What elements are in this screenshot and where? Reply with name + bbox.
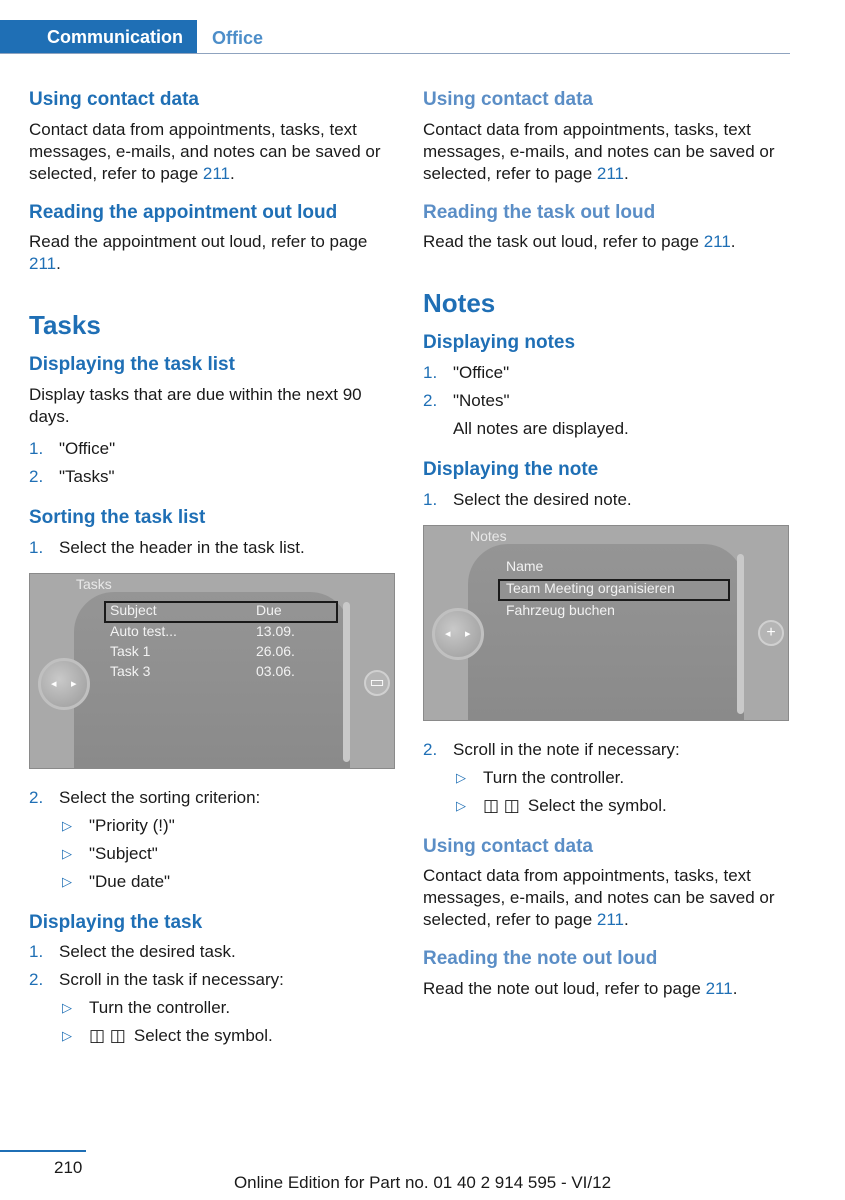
page-ref-link[interactable]: 211 bbox=[202, 163, 230, 183]
heading-sorting-task-list: Sorting the task list bbox=[29, 506, 206, 528]
section-title-tasks: Tasks bbox=[29, 310, 101, 341]
page-ref-link[interactable]: 211 bbox=[705, 978, 733, 998]
heading-displaying-notes: Displaying notes bbox=[423, 332, 576, 354]
scroll-bar bbox=[737, 554, 744, 714]
sorting-steps-2 bbox=[29, 787, 399, 893]
tasks-screen-image bbox=[29, 573, 395, 769]
screen-title-notes: Notes bbox=[470, 527, 507, 544]
paragraph-using-contact-data: Contact data from appointments, tasks, text messages, e-mails, and notes can be saved or selected, refer to page 211. bbox=[423, 119, 775, 183]
screen-title-tasks: Tasks bbox=[76, 575, 112, 592]
arrow-left-icon: ◂ bbox=[51, 677, 57, 690]
page-ref-link[interactable]: 211 bbox=[596, 163, 624, 183]
list-item: 2. "Tasks" bbox=[29, 466, 115, 486]
list-item: 2. Scroll in the task if necessary: ▷ Turn the controller. ▷ ◫ ◫ Select the symbol. bbox=[29, 969, 399, 1047]
triangle-bullet-icon: ▷ bbox=[62, 873, 72, 889]
display-note-steps bbox=[423, 489, 793, 511]
footer-rule bbox=[0, 1150, 86, 1152]
triangle-bullet-icon: ▷ bbox=[62, 817, 72, 833]
triangle-bullet-icon: ▷ bbox=[62, 1028, 72, 1044]
arrow-right-icon: ▸ bbox=[71, 677, 77, 690]
list-item: 1. Select the desired note. bbox=[423, 489, 632, 509]
heading-displaying-task-list: Displaying the task list bbox=[29, 354, 235, 376]
section-title-notes: Notes bbox=[423, 288, 496, 319]
list-item: ▷ "Subject" bbox=[62, 843, 158, 863]
screen-row-date: 03.06. bbox=[256, 662, 295, 679]
tab-office[interactable]: Office bbox=[212, 28, 264, 48]
triangle-bullet-icon: ▷ bbox=[62, 845, 72, 861]
page-symbol-icons: ◫ ◫ bbox=[89, 1026, 126, 1046]
list-item: ▷ ◫ ◫ Select the symbol. bbox=[62, 1026, 273, 1046]
plus-button-icon: + bbox=[758, 620, 784, 646]
page-ref-link[interactable]: 211 bbox=[703, 232, 731, 252]
scroll-options bbox=[453, 767, 793, 817]
screen-row-date: 26.06. bbox=[256, 642, 295, 659]
heading-displaying-task: Displaying the task bbox=[29, 911, 203, 933]
page-ref-link[interactable]: 211 bbox=[596, 910, 624, 930]
edition-note: Online Edition for Part no. 01 40 2 914 595 - VI/12 bbox=[233, 1173, 612, 1192]
list-item: ▷ "Due date" bbox=[62, 871, 171, 891]
notes-displayed-text: All notes are displayed. bbox=[453, 418, 629, 438]
page-number: 210 bbox=[54, 1158, 83, 1177]
header-rule bbox=[0, 53, 790, 54]
list-item: ▷ Turn the controller. bbox=[456, 767, 625, 787]
sort-options bbox=[59, 815, 399, 893]
list-item: 2. Scroll in the note if necessary: ▷ Turn the controller. ▷ ◫ ◫ Select the symbol. bbox=[423, 739, 793, 817]
heading-using-contact-data: Using contact data bbox=[423, 835, 593, 857]
notes-screen-image bbox=[423, 525, 789, 721]
left-column bbox=[29, 88, 399, 1061]
screen-row-name: Team Meeting organisieren bbox=[506, 579, 675, 596]
screen-row-name: Task 3 bbox=[110, 662, 151, 679]
screen-row-name: Name bbox=[506, 557, 544, 574]
paragraph-reading-note: Read the note out loud, refer to page 211. bbox=[423, 978, 738, 998]
list-item: 1. Select the desired task. bbox=[29, 942, 236, 962]
scroll-options bbox=[59, 997, 399, 1047]
heading-reading-task: Reading the task out loud bbox=[423, 201, 656, 223]
heading-reading-appointment: Reading the appointment out loud bbox=[29, 201, 338, 223]
list-item: ▷ Turn the controller. bbox=[62, 998, 231, 1018]
page-ref-link[interactable]: 211 bbox=[29, 254, 57, 274]
triangle-bullet-icon: ▷ bbox=[62, 1000, 72, 1016]
controller-knob-icon bbox=[432, 608, 484, 660]
arrow-left-icon: ◂ bbox=[445, 627, 451, 640]
task-list-steps bbox=[29, 438, 399, 488]
screen-header-subject: Subject bbox=[110, 601, 157, 618]
screen-row-name: Fahrzeug buchen bbox=[506, 601, 615, 618]
paragraph-using-contact-data: Contact data from appointments, tasks, text messages, e-mails, and notes can be saved or selected, refer to page 211. bbox=[29, 119, 381, 183]
display-task-steps bbox=[29, 941, 399, 1047]
right-column bbox=[423, 88, 793, 1016]
scroll-bar bbox=[343, 602, 350, 762]
sorting-steps bbox=[29, 537, 399, 559]
tab-communication[interactable]: Communication bbox=[0, 20, 197, 54]
list-item: ▷ "Priority (!)" bbox=[62, 815, 175, 835]
list-item: 1. "Office" bbox=[423, 362, 510, 382]
paragraph-reading-task: Read the task out loud, refer to page 211. bbox=[423, 232, 736, 252]
heading-using-contact-data: Using contact data bbox=[423, 89, 593, 110]
page-symbol-icons: ◫ ◫ bbox=[483, 795, 520, 815]
paragraph-using-contact-data: Contact data from appointments, tasks, text messages, e-mails, and notes can be saved or selected, refer to page 211. bbox=[423, 866, 775, 930]
list-item: 2. "Notes" All notes are displayed. bbox=[423, 390, 793, 440]
display-note-steps-2 bbox=[423, 739, 793, 817]
screen-row-name: Auto test... bbox=[110, 622, 177, 639]
screen-header-due: Due bbox=[256, 601, 282, 618]
list-item: ▷ ◫ ◫ Select the symbol. bbox=[456, 795, 667, 815]
display-notes-steps bbox=[423, 362, 793, 440]
triangle-bullet-icon: ▷ bbox=[456, 769, 466, 785]
triangle-bullet-icon: ▷ bbox=[456, 797, 466, 813]
section-tabs bbox=[0, 20, 790, 54]
paragraph-reading-appointment: Read the appointment out loud, refer to page 211. bbox=[29, 232, 368, 274]
paragraph-task-list: Display tasks that are due within the next 90 days. bbox=[29, 384, 362, 426]
list-item: 2. Select the sorting criterion: ▷ "Priority (!)" ▷ "Subject" ▷ "Due date" bbox=[29, 787, 399, 893]
screen-row-name: Task 1 bbox=[110, 642, 151, 659]
option-button-icon: ▭ bbox=[364, 670, 390, 696]
screen-row-date: 13.09. bbox=[256, 622, 295, 639]
heading-using-contact-data: Using contact data bbox=[29, 89, 199, 110]
list-item: 1. Select the header in the task list. bbox=[29, 537, 305, 557]
heading-reading-note: Reading the note out loud bbox=[423, 948, 658, 970]
heading-displaying-note: Displaying the note bbox=[423, 458, 599, 480]
controller-knob-icon bbox=[38, 658, 90, 710]
list-item: 1. "Office" bbox=[29, 438, 116, 458]
arrow-right-icon: ▸ bbox=[465, 627, 471, 640]
